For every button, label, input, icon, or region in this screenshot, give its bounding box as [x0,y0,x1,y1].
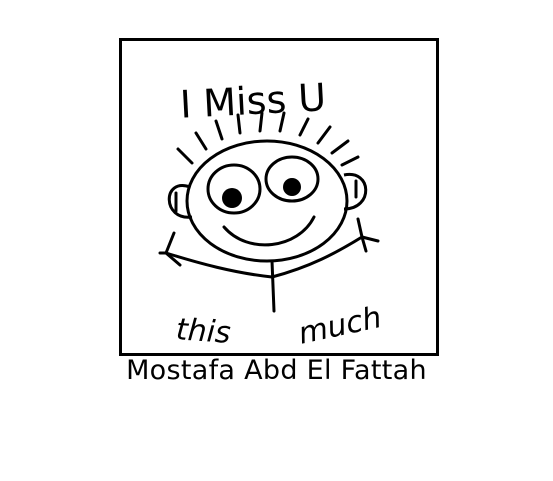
stick-figure-drawing [122,41,436,353]
right-eye-icon [266,157,318,201]
caption-left-text: this [174,312,232,351]
left-eye-icon [208,165,260,213]
smile-icon [224,217,314,245]
headline-text: I Miss U [178,75,328,127]
caption-right-text: much [295,300,385,352]
card-frame [119,38,439,356]
body-icon [160,219,378,311]
author-name: Mostafa Abd El Fattah [126,355,427,386]
